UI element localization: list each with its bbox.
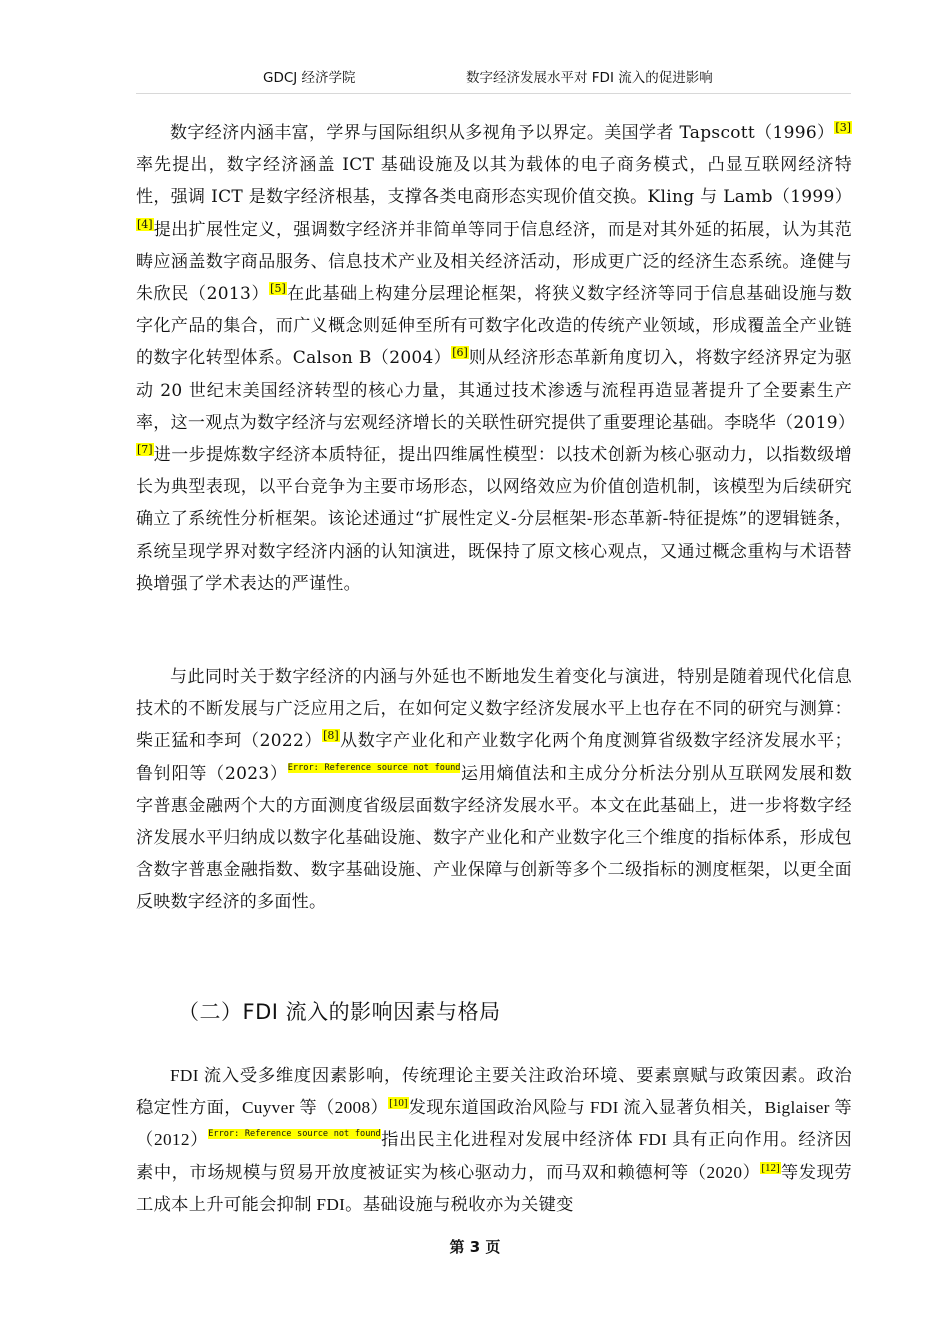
running-header (0, 66, 950, 90)
citation-marker[interactable]: [6] (452, 346, 468, 360)
header-divider (136, 93, 851, 94)
paragraph-text (136, 117, 856, 600)
paragraph-digital-economy-definitions (136, 117, 856, 600)
text-run: 发现东道国政治风险与 FDI 流入显著负相关，Biglaiser 等（2012） (136, 1098, 852, 1150)
citation-marker[interactable]: [3] (835, 121, 851, 134)
paragraph-measurement (136, 661, 852, 919)
paragraph-text (136, 661, 852, 919)
text-run: 指出民主化进程对发展中经济体 FDI 具有正向作用。经济因素中，市场规模与贸易开放度被证实为核心驱动力，而马双和赖德柯等（2020） (136, 1130, 852, 1182)
citation-marker[interactable]: [5] (270, 282, 286, 296)
citation-marker[interactable]: [8] (323, 729, 339, 743)
text-run: 数字经济内涵丰富，学界与国际组织从多视角予以界定。美国学者 Tapscott（1996） (170, 123, 835, 143)
paragraph-text (136, 1060, 852, 1221)
citation-marker[interactable]: [7] (137, 443, 153, 457)
text-run: 进一步提炼数字经济本质特征，提出四维属性模型：以技术创新为核心驱动力，以指数级增长为典型表现，以平台竞争为主要市场形态，以网络效应为价值创造机制，该模型为后续研究确立了系统性分析框架。该论述通过“扩展性定义-分层框架-形态革新-特征提炼”的逻辑链条，系统呈现学界对数字经济内涵的认知演进，既保持了原文核心观点，又通过概念重构与术语替换增强了学术表达的严谨性。 (136, 445, 852, 594)
header-paper-title: 数字经济发展水平对 FDI 流入的促进影响 (466, 70, 713, 86)
reference-error-field[interactable]: Error: Reference source not found (208, 1129, 381, 1140)
reference-error-field[interactable]: Error: Reference source not found (287, 762, 461, 773)
text-run: 运用熵值法和主成分分析法分别从互联网发展和数字普惠金融两个大的方面测度省级层面数字经济发展水平。本文在此基础上，进一步将数字经济发展水平归纳成以数字化基础设施、数字产业化和产业数字化三个维度的指标体系，形成包含数字普惠金融指数、数字基础设施、产业保障与创新等多个二级指标的测度框架，以更全面反映数字经济的多面性。 (136, 763, 852, 913)
text-run: 在此基础上构建分层理论框架，将狭义数字经济等同于信息基础设施与数字化产品的集合，而广义概念则延伸至所有可数字化改造的传统产业领域，形成覆盖全产业链的数字化转型体系。Calson B（2004） (136, 284, 852, 369)
text-run: 提出扩展性定义，强调数字经济并非简单等同于信息经济，而是对其外延的拓展，认为其范畴应涵盖数字商品服务、信息技术产业及相关经济活动，形成更广泛的经济生态系统。逄健与朱欣民（2013） (136, 219, 852, 305)
text-run: 则从经济形态革新角度切入，将数字经济界定为驱动 20 世纪末美国经济转型的核心力量，其通过技术渗透与流程再造显著提升了全要素生产率，这一观点为数字经济与宏观经济增长的关联性研究提供了重要理论基础。李晓华（2019） (136, 348, 856, 433)
citation-marker[interactable]: [10] (389, 1097, 408, 1110)
citation-marker[interactable]: [4] (137, 217, 153, 231)
citation-marker[interactable]: [12] (761, 1161, 780, 1174)
header-institution: GDCJ 经济学院 (263, 70, 356, 86)
text-run: 从数字产业化和产业数字化两个角度测算省级数字经济发展水平；鲁钊阳等（2023） (136, 731, 852, 784)
text-run: FDI 流入受多维度因素影响，传统理论主要关注政治环境、要素禀赋与政策因素。政治稳定性方面，Cuyver 等（2008） (136, 1066, 852, 1118)
text-run: 率先提出，数字经济涵盖 ICT 基础设施及以其为载体的电子商务模式，凸显互联网经济特性，强调 ICT 是数字经济根基，支撑各类电商形态实现价值交换。Kling 与 Lamb（1999） (136, 155, 852, 208)
page-number: 第 3 页 (449, 1238, 501, 1256)
text-run: 与此同时关于数字经济的内涵与外延也不断地发生着变化与演进，特别是随着现代化信息技术的不断发展与广泛应用之后，在如何定义数字经济发展水平上也存在不同的研究与测算：柴正猛和李珂（2022） (136, 667, 852, 752)
paragraph-fdi-factors (136, 1060, 852, 1221)
section-heading: （二）FDI 流入的影响因素与格局 (178, 1000, 501, 1024)
text-run: 等发现劳工成本上升可能会抑制 FDI。基础设施与税收亦为关键变 (136, 1162, 853, 1214)
